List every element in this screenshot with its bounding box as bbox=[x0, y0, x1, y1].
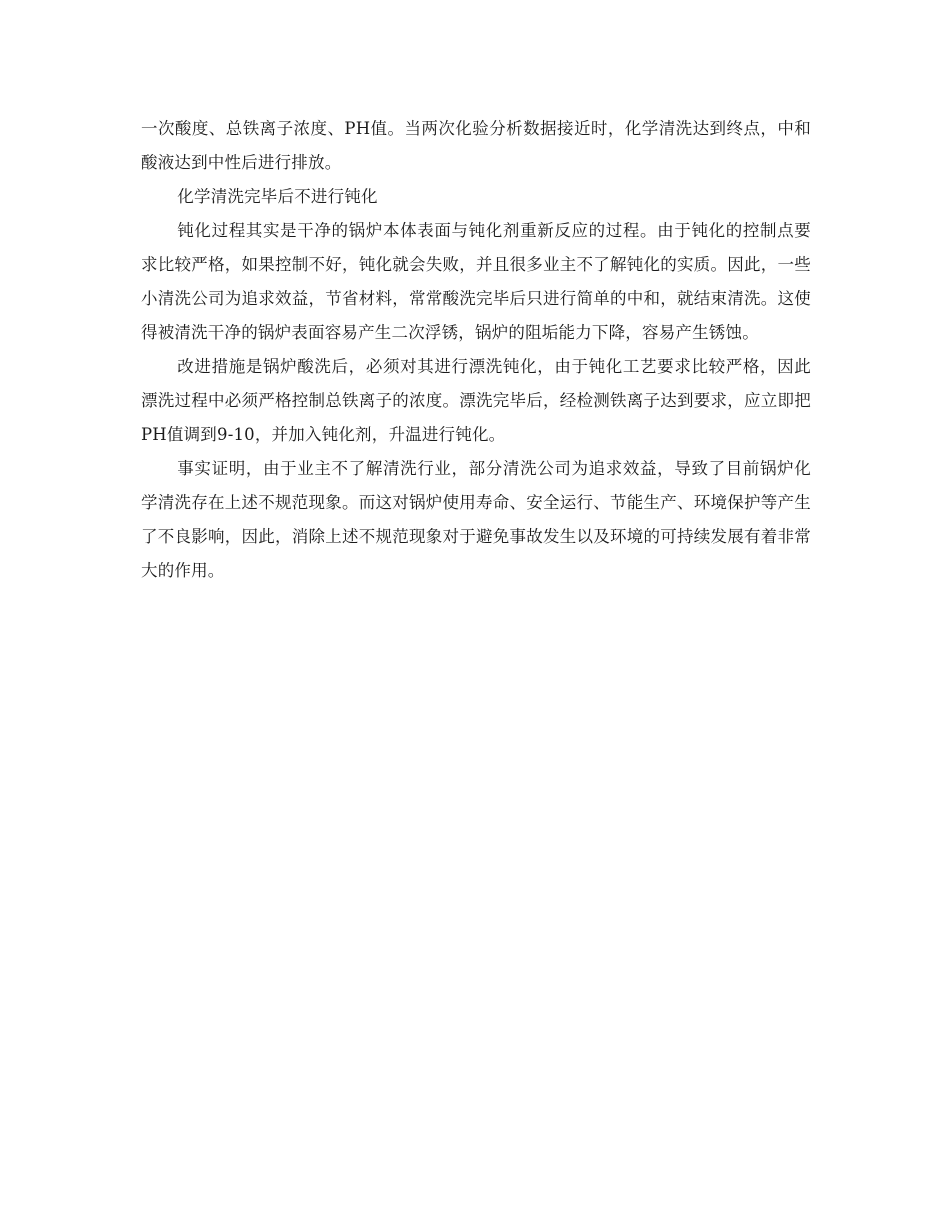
document-body bbox=[141, 112, 811, 588]
paragraph: 事实证明，由于业主不了解清洗行业，部分清洗公司为追求效益，导致了目前锅炉化学清洗存在上述不规范现象。而这对锅炉使用寿命、安全运行、节能生产、环境保护等产生了不良影响，因此，消除上述不规范现象对于避免事故发生以及环境的可持续发展有着非常大的作用。 bbox=[141, 459, 811, 580]
section-heading: 化学清洗完毕后不进行钝化 bbox=[177, 187, 378, 206]
paragraph: 钝化过程其实是干净的锅炉本体表面与钝化剂重新反应的过程。由于钝化的控制点要求比较严格，如果控制不好，钝化就会失败，并且很多业主不了解钝化的实质。因此，一些小清洗公司为追求效益，节省材料，常常酸洗完毕后只进行简单的中和，就结束清洗。这使得被清洗干净的锅炉表面容易产生二次浮锈，锅炉的阻垢能力下降，容易产生锈蚀。 bbox=[141, 221, 811, 342]
paragraph-continued: 一次酸度、总铁离子浓度、PH值。当两次化验分析数据接近时，化学清洗达到终点，中和酸液达到中性后进行排放。 bbox=[141, 119, 811, 172]
paragraph: 改进措施是锅炉酸洗后，必须对其进行漂洗钝化，由于钝化工艺要求比较严格，因此漂洗过程中必须严格控制总铁离子的浓度。漂洗完毕后，经检测铁离子达到要求，应立即把PH值调到9-10，并加入钝化剂，升温进行钝化。 bbox=[141, 357, 811, 444]
